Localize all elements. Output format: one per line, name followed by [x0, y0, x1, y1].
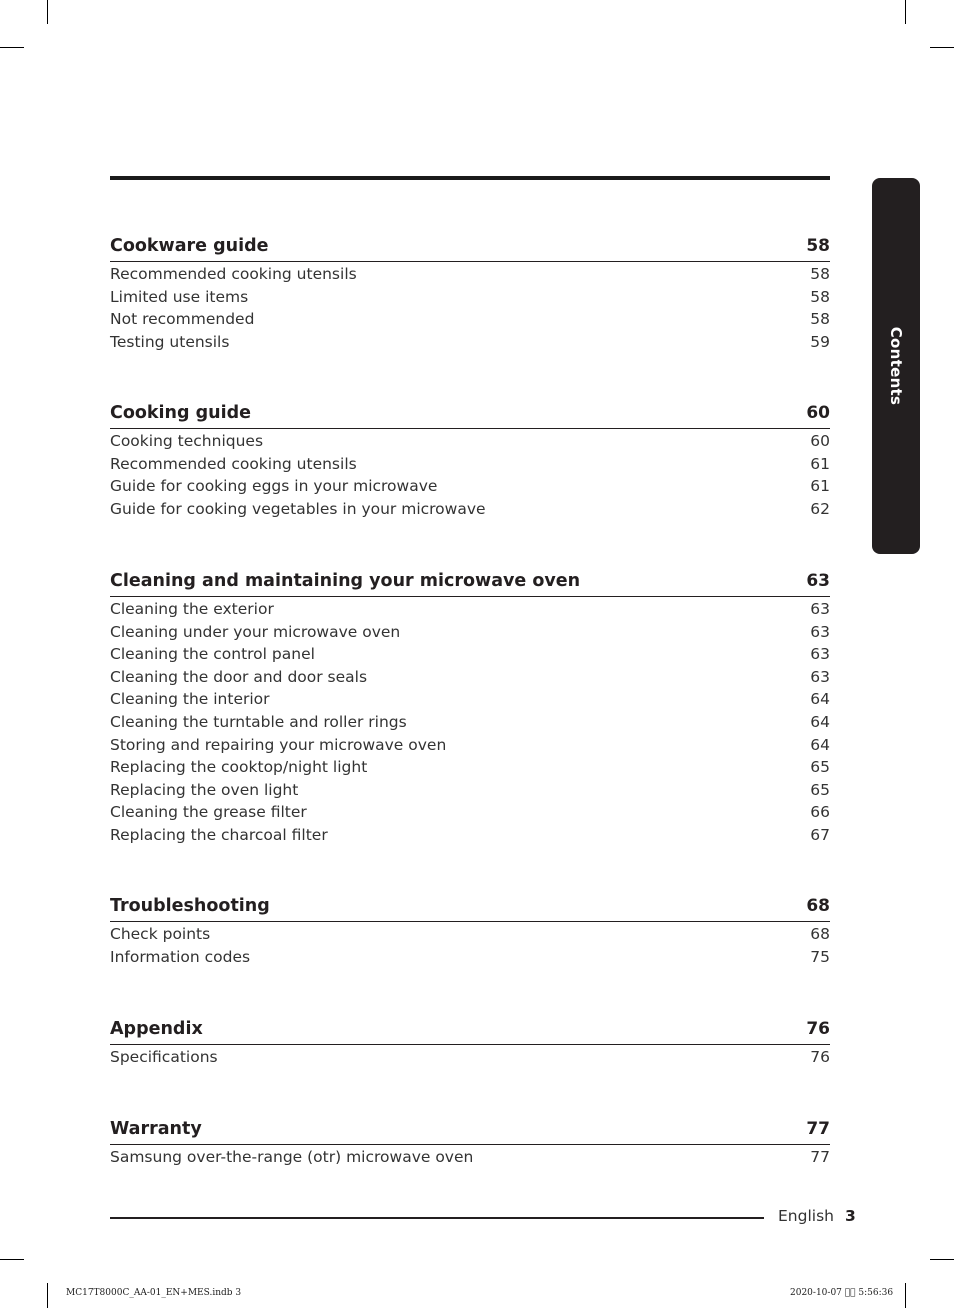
- entry-label: Check points: [110, 925, 211, 943]
- toc-entry[interactable]: [110, 666, 830, 689]
- toc-entry[interactable]: [110, 263, 830, 286]
- section-page: 76: [806, 1019, 830, 1039]
- toc-entry[interactable]: [110, 946, 830, 969]
- toc-section-troubleshooting: [110, 888, 830, 968]
- toc-entry[interactable]: [110, 308, 830, 331]
- toc-entry[interactable]: [110, 688, 830, 711]
- entry-label: Specifications: [110, 1048, 218, 1066]
- toc-entry[interactable]: [110, 331, 830, 354]
- entry-label: Replacing the cooktop/night light: [110, 758, 368, 777]
- section-title: Cooking guide: [110, 403, 251, 423]
- entry-label: Limited use items: [110, 287, 249, 306]
- toc-entry[interactable]: [110, 621, 830, 644]
- entry-label: Storing and repairing your microwave oven: [110, 735, 447, 754]
- toc-entry[interactable]: [110, 734, 830, 757]
- entry-label: Cleaning the exterior: [110, 600, 274, 618]
- toc-section-heading[interactable]: [110, 1111, 830, 1145]
- toc-entry[interactable]: [110, 923, 830, 946]
- entry-label: Recommended cooking utensils: [110, 265, 357, 283]
- entry-label: Replacing the oven light: [110, 780, 299, 799]
- entry-page: 61: [810, 477, 830, 496]
- entry-label: Not recommended: [110, 310, 255, 329]
- entry-label: Cleaning the control panel: [110, 645, 315, 664]
- toc-entry[interactable]: [110, 756, 830, 779]
- toc-section-cookware-guide: [110, 228, 830, 353]
- entry-page: 65: [810, 758, 830, 777]
- entry-label: Cleaning the interior: [110, 690, 270, 709]
- entry-label: Cleaning the turntable and roller rings: [110, 712, 407, 731]
- entry-page: 64: [810, 690, 830, 709]
- entry-page: 67: [810, 825, 830, 844]
- toc-section-appendix: [110, 1011, 830, 1069]
- entry-page: 66: [810, 803, 830, 822]
- toc-section-cleaning: [110, 563, 830, 847]
- crop-mark: [0, 47, 24, 48]
- entry-page: 63: [810, 622, 830, 641]
- section-title: Cleaning and maintaining your microwave oven: [110, 571, 581, 591]
- crop-mark: [905, 0, 906, 24]
- entry-page: 75: [810, 947, 830, 966]
- entry-label: Testing utensils: [110, 332, 230, 351]
- section-title: Troubleshooting: [110, 896, 270, 916]
- toc-entry[interactable]: [110, 643, 830, 666]
- section-page: 60: [806, 403, 830, 423]
- side-tab-label: Contents: [887, 326, 905, 406]
- toc-entry[interactable]: [110, 286, 830, 309]
- toc-section-heading[interactable]: [110, 228, 830, 262]
- section-page: 63: [806, 571, 830, 591]
- entry-page: 58: [810, 287, 830, 306]
- entry-page: 62: [810, 499, 830, 518]
- toc-entry[interactable]: [110, 1146, 830, 1169]
- entry-label: Cleaning the grease filter: [110, 803, 307, 822]
- toc-entry[interactable]: [110, 801, 830, 824]
- entry-page: 63: [810, 600, 830, 618]
- entry-page: 65: [810, 780, 830, 799]
- entry-label: Guide for cooking eggs in your microwave: [110, 477, 438, 496]
- crop-mark: [47, 0, 48, 24]
- toc-section-heading[interactable]: [110, 888, 830, 922]
- toc-entry[interactable]: [110, 711, 830, 734]
- entry-page: 76: [810, 1048, 830, 1066]
- entry-page: 77: [810, 1148, 830, 1166]
- entry-page: 64: [810, 735, 830, 754]
- section-page: 68: [806, 896, 830, 916]
- section-title: Warranty: [110, 1119, 202, 1139]
- entry-page: 60: [810, 432, 830, 450]
- section-page: 58: [806, 236, 830, 256]
- contents-side-tab: [872, 178, 920, 554]
- entry-page: 58: [810, 265, 830, 283]
- top-rule: [110, 176, 830, 180]
- section-title: Cookware guide: [110, 236, 269, 256]
- crop-mark: [0, 1259, 24, 1260]
- footer-language: English: [778, 1207, 834, 1225]
- print-slug-timestamp: 2020-10-07 ￿￿ 5:56:36: [790, 1288, 894, 1298]
- toc-entry[interactable]: [110, 430, 830, 453]
- print-slug-file: MC17T8000C_AA-01_EN+MES.indb 3: [66, 1288, 242, 1298]
- toc-section-cooking-guide: [110, 395, 830, 520]
- entry-page: 58: [810, 310, 830, 329]
- toc-entry[interactable]: [110, 498, 830, 521]
- toc-entry[interactable]: [110, 475, 830, 498]
- crop-mark: [905, 1283, 906, 1308]
- footer-rule: [110, 1217, 764, 1219]
- entry-page: 68: [810, 925, 830, 943]
- entry-page: 63: [810, 645, 830, 664]
- section-title: Appendix: [110, 1019, 203, 1039]
- toc-entry[interactable]: [110, 824, 830, 847]
- entry-label: Guide for cooking vegetables in your microwave: [110, 499, 486, 518]
- crop-mark: [930, 1259, 954, 1260]
- toc-section-heading[interactable]: [110, 563, 830, 597]
- entry-label: Samsung over-the-range (otr) microwave oven: [110, 1148, 474, 1166]
- entry-page: 63: [810, 667, 830, 686]
- footer-page-number: 3: [845, 1207, 856, 1225]
- crop-mark: [47, 1283, 48, 1308]
- entry-label: Information codes: [110, 947, 251, 966]
- toc-entry[interactable]: [110, 1046, 830, 1069]
- entry-label: Cooking techniques: [110, 432, 264, 450]
- entry-page: 61: [810, 454, 830, 473]
- entry-label: Recommended cooking utensils: [110, 454, 357, 473]
- toc-entry[interactable]: [110, 453, 830, 476]
- entry-label: Cleaning the door and door seals: [110, 667, 368, 686]
- crop-mark: [930, 47, 954, 48]
- entry-label: Replacing the charcoal filter: [110, 825, 328, 844]
- entry-page: 59: [810, 332, 830, 351]
- toc-entry[interactable]: [110, 598, 830, 621]
- toc-entry[interactable]: [110, 779, 830, 802]
- toc-section-heading[interactable]: [110, 395, 830, 429]
- toc-section-heading[interactable]: [110, 1011, 830, 1045]
- section-page: 77: [806, 1119, 830, 1139]
- entry-label: Cleaning under your microwave oven: [110, 622, 401, 641]
- toc-section-warranty: [110, 1111, 830, 1169]
- entry-page: 64: [810, 712, 830, 731]
